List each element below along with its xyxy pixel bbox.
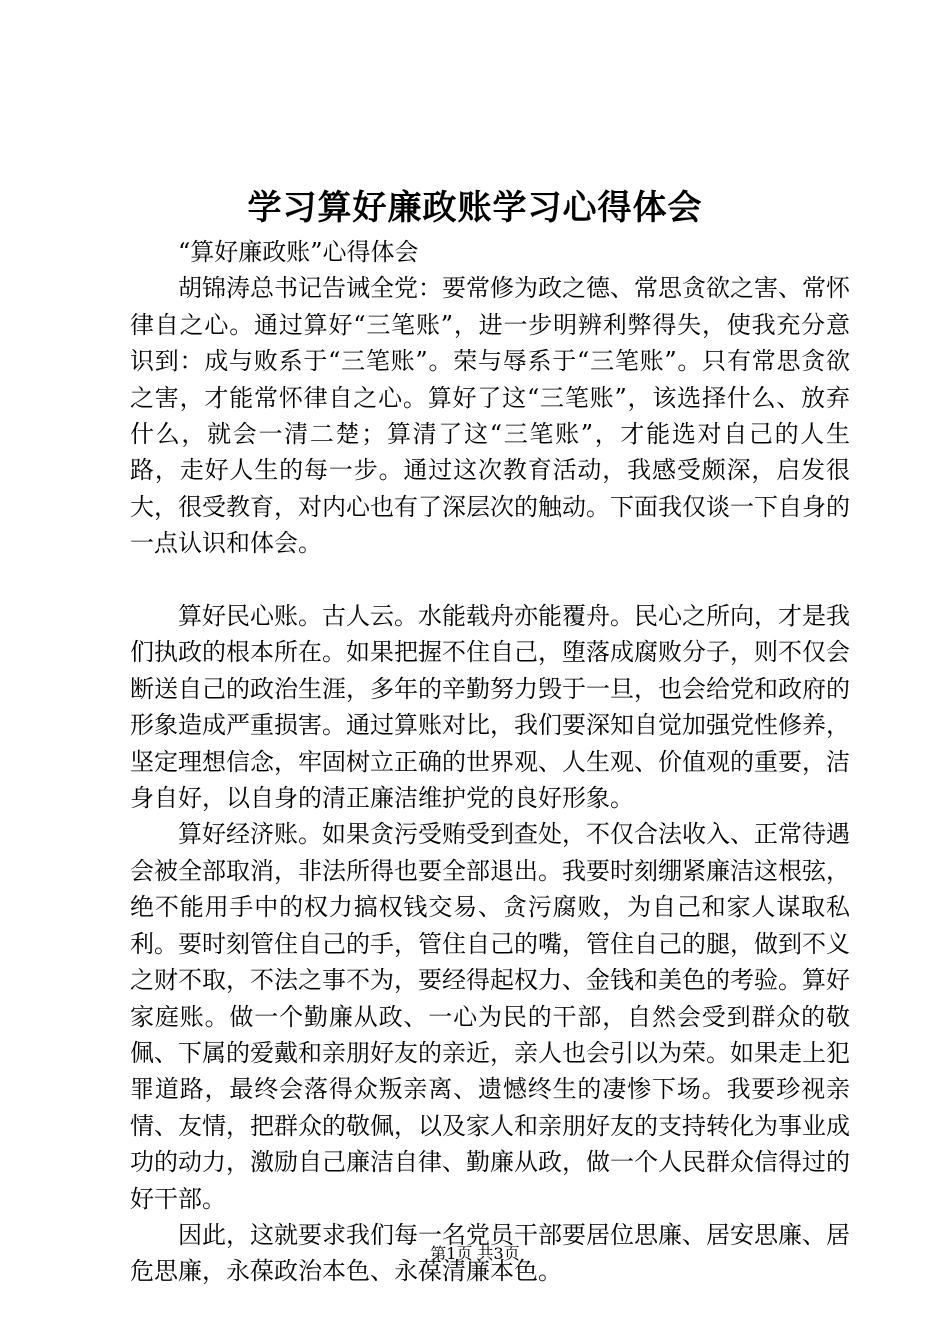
subtitle-paragraph: “算好廉政账”心得体会 <box>178 238 419 266</box>
conclusion-paragraph: 因此，这就要求我们每一名党员干部要居位思廉、居安思廉、居危思廉，永葆政治本色、永葆清廉本色。 <box>130 1220 850 1286</box>
document-title: 学习算好廉政账学习心得体会 <box>247 188 703 228</box>
document-body <box>130 234 850 1290</box>
intro-paragraph: 胡锦涛总书记告诫全党：要常修为政之德、常思贪欲之害、常怀律自之心。通过算好“三笔账”，进一步明辨利弊得失，使我充分意识到：成与败系于“三笔账”。荣与辱系于“三笔账”。只有常思贪欲之害，才能常怀律自之心。算好了这“三笔账”，该选择什么、放弃什么，就会一清二楚；算清了这“三笔账”，才能选对自己的人生路，走好人生的每一步。通过这次教育活动，我感受颇深，启发很大，很受教育，对内心也有了深层次的触动。下面我仅谈一下自身的一点认识和体会。 <box>130 274 850 558</box>
page-footer: 第1页 共3页 <box>430 1244 520 1263</box>
minxin-paragraph: 算好民心账。古人云。水能载舟亦能覆舟。民心之所向，才是我们执政的根本所在。如果把握不住自己，堕落成腐败分子，则不仅会断送自己的政治生涯，多年的辛勤努力毁于一旦，也会给党和政府的形象造成严重损害。通过算账对比，我们要深知自觉加强党性修养，坚定理想信念，牢固树立正确的世界观、人生观、价值观的重要，洁身自好，以自身的清正廉洁维护党的良好形象。 <box>130 602 850 813</box>
jingji-paragraph: 算好经济账。如果贪污受贿受到查处，不仅合法收入、正常待遇会被全部取消，非法所得也要全部退出。我要时刻绷紧廉洁这根弦，绝不能用手中的权力搞权钱交易、贪污腐败，为自己和家人谋取私利。要时刻管住自己的手，管住自己的嘴，管住自己的腿，做到不义之财不取，不法之事不为，要经得起权力、金钱和美色的考验。算好家庭账。做一个勤廉从政、一心为民的干部，自然会受到群众的敬佩、下属的爱戴和亲朋好友的亲近，亲人也会引以为荣。如果走上犯罪道路，最终会落得众叛亲离、遗憾终生的凄惨下场。我要珍视亲情、友情，把群众的敬佩，以及家人和亲朋好友的支持转化为事业成功的动力，激励自己廉洁自律、勤廉从政，做一个人民群众信得过的好干部。 <box>130 820 850 1213</box>
